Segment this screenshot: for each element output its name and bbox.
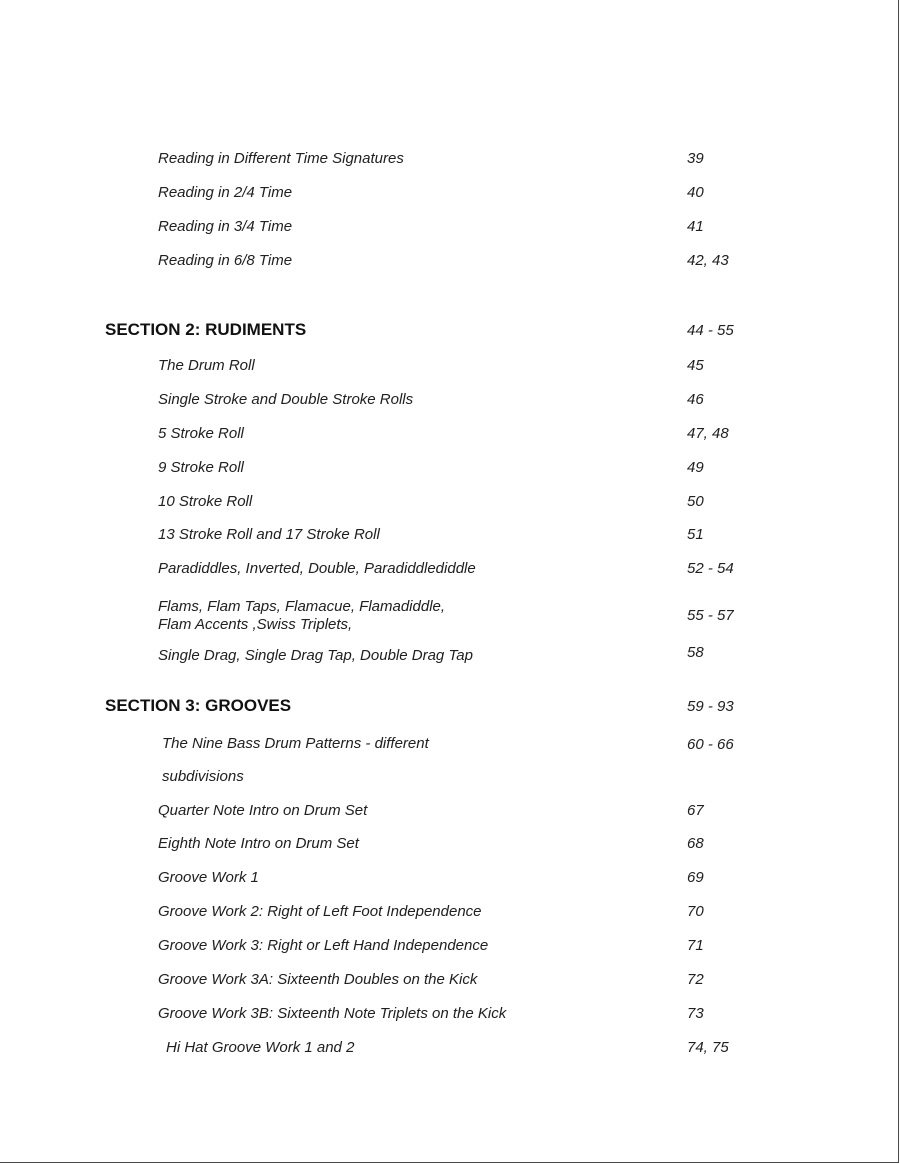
toc-entry-title: Reading in 2/4 Time (158, 184, 293, 201)
toc-entry-title: Reading in 6/8 Time (158, 252, 293, 269)
toc-entry-title: Single Drag, Single Drag Tap, Double Drag Tap (158, 647, 473, 664)
toc-entry-title: Single Stroke and Double Stroke Rolls (158, 391, 414, 408)
toc-entry-page: 55 - 57 (687, 607, 734, 624)
toc-entry-page: 49 (687, 459, 704, 476)
toc-entry-page: 69 (687, 869, 704, 886)
toc-entry-page: 70 (687, 903, 704, 920)
toc-entry-title: Quarter Note Intro on Drum Set (158, 802, 368, 819)
toc-entry-title: Paradiddles, Inverted, Double, Paradiddlediddle (158, 560, 476, 577)
toc-entry-page: 73 (687, 1005, 704, 1022)
toc-entry-title: 13 Stroke Roll and 17 Stroke Roll (158, 526, 380, 543)
toc-entry-page: 72 (687, 971, 704, 988)
section-pages: 59 - 93 (687, 698, 734, 715)
toc-entry-page: 50 (687, 493, 704, 510)
toc-entry-title: Reading in Different Time Signatures (158, 150, 404, 167)
toc-entry-page: 74, 75 (687, 1039, 729, 1056)
toc-entry-title: 5 Stroke Roll (158, 425, 244, 442)
toc-entry-page: 45 (687, 357, 704, 374)
toc-entry-page: 40 (687, 184, 704, 201)
toc-entry-page: 42, 43 (687, 252, 729, 269)
toc-entry-title: The Drum Roll (158, 357, 255, 374)
toc-entry-title: Groove Work 1 (158, 869, 259, 886)
toc-entry-title: The Nine Bass Drum Patterns - different (162, 735, 429, 752)
toc-entry-title: Groove Work 3A: Sixteenth Doubles on the Kick (158, 971, 478, 988)
toc-entry-page: 47, 48 (687, 425, 729, 442)
section-pages: 44 - 55 (687, 322, 734, 339)
toc-entry-title: Reading in 3/4 Time (158, 218, 293, 235)
toc-entry-page: 46 (687, 391, 704, 408)
toc-entry-title: Groove Work 3B: Sixteenth Note Triplets on the Kick (158, 1005, 507, 1022)
toc-entry-title: Groove Work 2: Right of Left Foot Independence (158, 903, 482, 920)
section-heading: SECTION 3: GROOVES (105, 696, 292, 715)
toc-entry-page: 39 (687, 150, 704, 167)
section-heading: SECTION 2: RUDIMENTS (105, 320, 307, 339)
toc-entry-page: 41 (687, 218, 704, 235)
toc-entry-page: 60 - 66 (687, 736, 734, 753)
toc-entry-title: Groove Work 3: Right or Left Hand Independence (158, 937, 489, 954)
toc-entry-page: 71 (687, 937, 704, 954)
toc-entry-page: 67 (687, 802, 704, 819)
toc-entry-page: 52 - 54 (687, 560, 734, 577)
toc-entry-title: 10 Stroke Roll (158, 493, 253, 510)
toc-entry-page: 51 (687, 526, 704, 543)
toc-entry-title: Flams, Flam Taps, Flamacue, Flamadiddle, (158, 598, 446, 615)
toc-entry-title-continued: subdivisions (162, 768, 244, 785)
toc-entry-title: Hi Hat Groove Work 1 and 2 (166, 1039, 355, 1056)
toc-entry-title: Eighth Note Intro on Drum Set (158, 835, 359, 852)
toc-entry-page: 68 (687, 835, 704, 852)
toc-entry-title-continued: Flam Accents ,Swiss Triplets, (158, 616, 353, 633)
toc-entry-page: 58 (687, 644, 704, 661)
toc-entry-title: 9 Stroke Roll (158, 459, 244, 476)
